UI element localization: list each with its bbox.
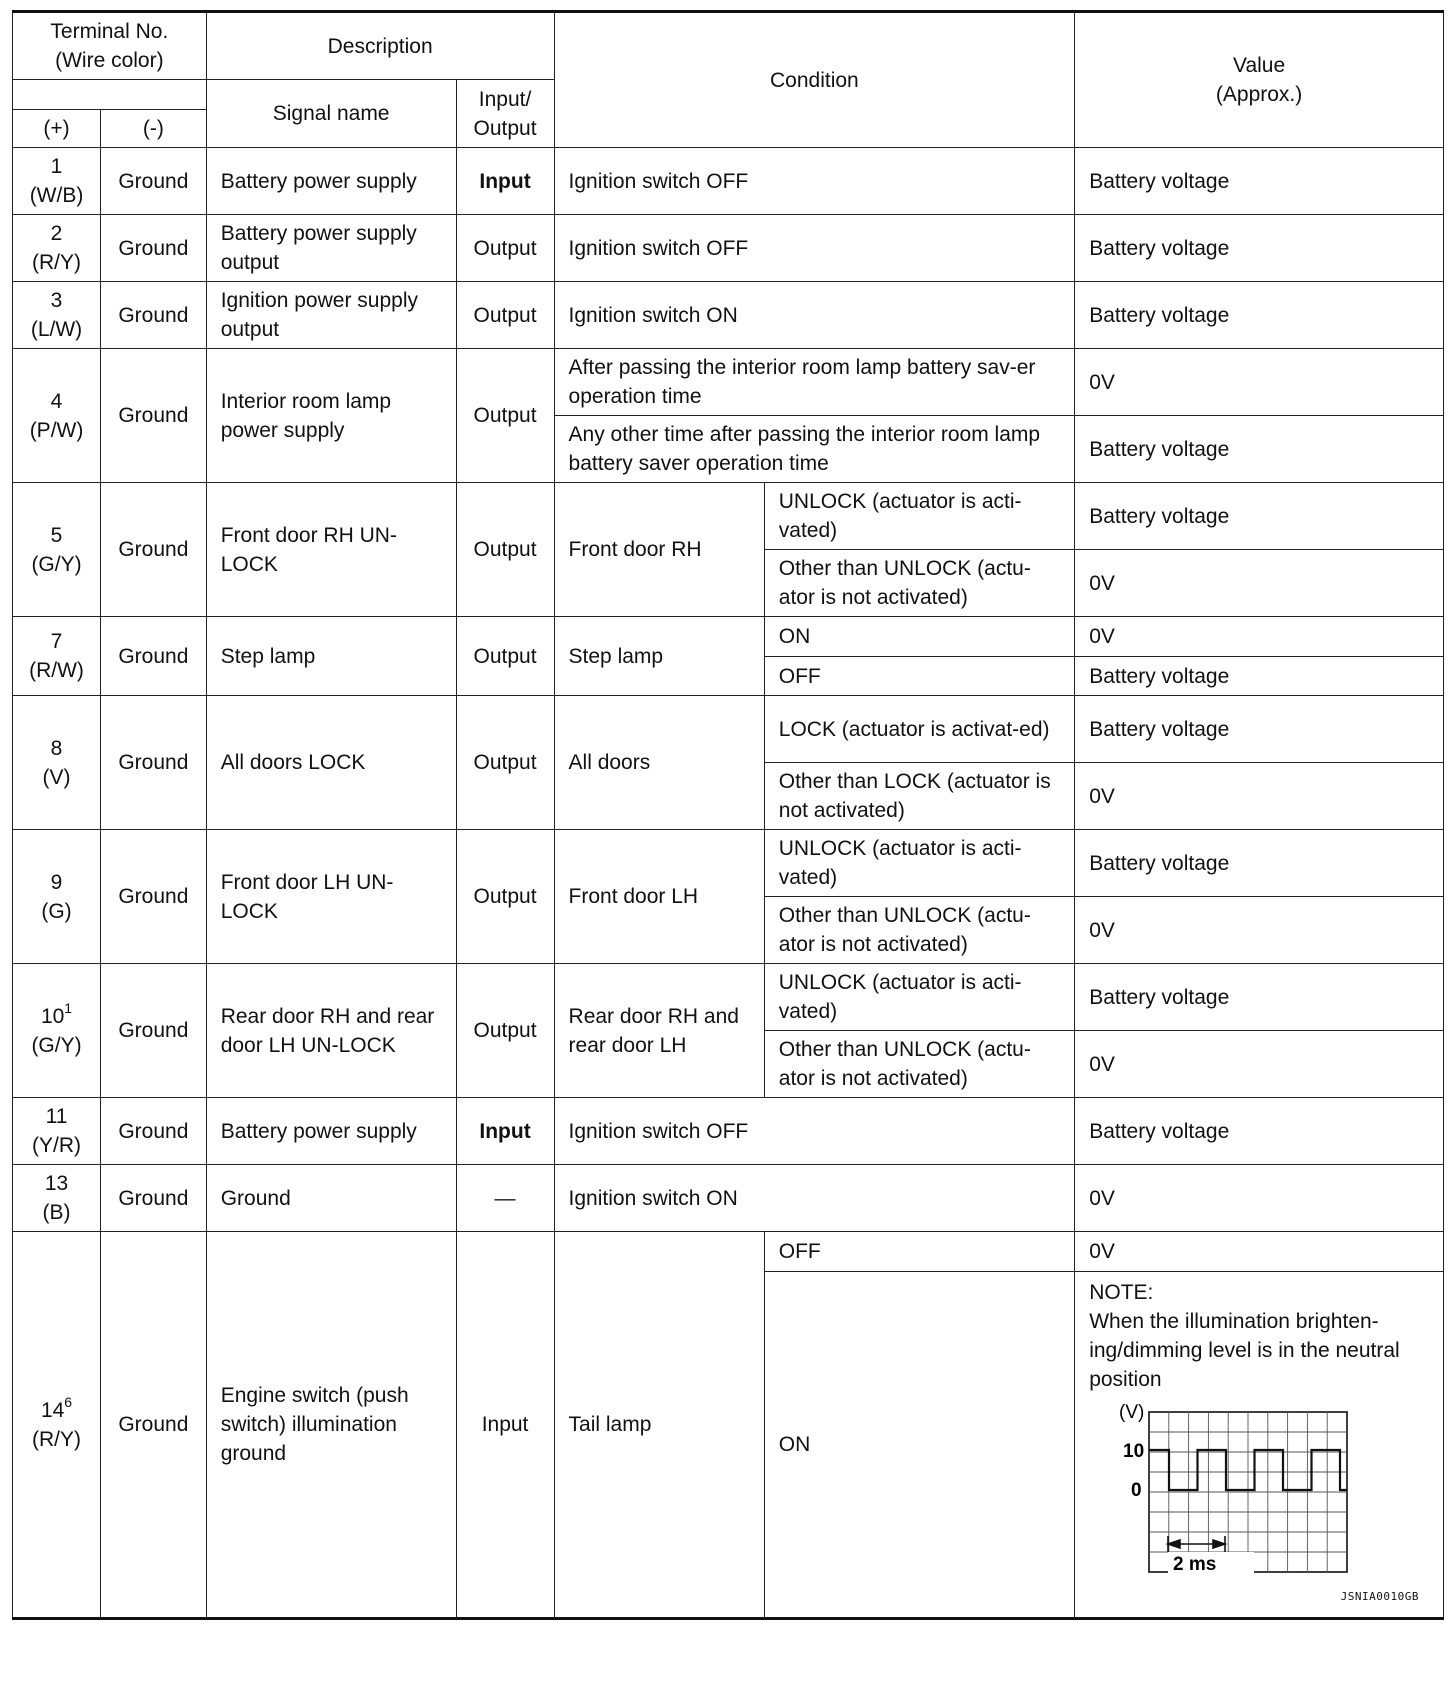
value-cell: 0V [1075, 1232, 1444, 1272]
period-arrow [1168, 1536, 1225, 1552]
terminal-cell: 3 (L/W) [13, 282, 101, 349]
signal-cell: Rear door RH and rear door LH UN-LOCK [206, 964, 456, 1098]
header-signal-name: Signal name [206, 80, 456, 148]
io-cell: Output [456, 215, 554, 282]
document [12, 10, 1444, 1620]
scope-unit-label: (V) [1119, 1402, 1145, 1423]
note-title: NOTE: [1089, 1281, 1154, 1304]
table-row [13, 1232, 1444, 1272]
value-cell: Battery voltage [1075, 148, 1444, 215]
io-cell: Output [456, 696, 554, 830]
value-cell: 0V [1075, 550, 1444, 617]
value-cell: 0V [1075, 763, 1444, 830]
sub-condition-cell: ON [764, 617, 1074, 657]
sub-condition-cell: Other than LOCK (actuator is not activated) [764, 763, 1074, 830]
header-value: Value (Approx.) [1075, 12, 1444, 148]
table-row [13, 964, 1444, 1031]
io-cell: Output [456, 282, 554, 349]
value-cell: 0V [1075, 1165, 1444, 1232]
value-cell: Battery voltage [1075, 830, 1444, 897]
condition-cell: Rear door RH and rear door LH [554, 964, 764, 1098]
condition-cell: Ignition switch OFF [554, 148, 1075, 215]
sub-condition-cell: Other than UNLOCK (actu-ator is not activated) [764, 1031, 1074, 1098]
condition-cell: Front door LH [554, 830, 764, 964]
sub-condition-cell: ON [764, 1272, 1074, 1619]
footnote-marker: 1 [64, 999, 73, 1016]
value-cell: Battery voltage [1075, 416, 1444, 483]
table-row [13, 483, 1444, 550]
signal-cell: All doors LOCK [206, 696, 456, 830]
sub-condition-cell: Other than UNLOCK (actu-ator is not activated) [764, 897, 1074, 964]
value-cell: Battery voltage [1075, 282, 1444, 349]
header-plus: (+) [13, 110, 101, 148]
header-terminal: Terminal No. (Wire color) [13, 12, 207, 80]
minus-cell: Ground [101, 1165, 207, 1232]
minus-cell: Ground [101, 830, 207, 964]
io-cell: Input [456, 148, 554, 215]
condition-cell: Ignition switch OFF [554, 1098, 1075, 1165]
note-text: When the illumination brighten-ing/dimming level is in the neutral position [1089, 1310, 1400, 1391]
condition-cell: Ignition switch ON [554, 1165, 1075, 1232]
minus-cell: Ground [101, 964, 207, 1098]
value-cell: Battery voltage [1075, 483, 1444, 550]
terminal-cell: $14^6$ (R/Y) [13, 1232, 101, 1619]
condition-cell: Ignition switch ON [554, 282, 1075, 349]
condition-cell: Front door RH [554, 483, 764, 617]
io-cell: Input [456, 1232, 554, 1619]
value-cell: Battery voltage [1075, 696, 1444, 763]
condition-cell: Any other time after passing the interior room lamp battery saver operation time [554, 416, 1075, 483]
scope-period-label: 2 ms [1173, 1554, 1217, 1575]
value-cell: Battery voltage [1075, 657, 1444, 696]
scope-y-high-label: 10 [1123, 1441, 1145, 1462]
condition-cell: Ignition switch OFF [554, 215, 1075, 282]
header-terminal-spacer [13, 80, 207, 110]
table-row [13, 282, 1444, 349]
io-cell: Input [456, 1098, 554, 1165]
oscilloscope-waveform [1089, 1402, 1399, 1580]
header-minus: (-) [101, 110, 207, 148]
condition-cell: Tail lamp [554, 1232, 764, 1619]
io-cell: Output [456, 349, 554, 483]
minus-cell: Ground [101, 696, 207, 830]
terminal-cell: 13 (B) [13, 1165, 101, 1232]
table-row [13, 215, 1444, 282]
minus-cell: Ground [101, 349, 207, 483]
value-cell: 0V [1075, 1031, 1444, 1098]
footnote-marker: 6 [64, 1393, 73, 1410]
header-description: Description [206, 12, 554, 80]
signal-cell: Interior room lamp power supply [206, 349, 456, 483]
terminal-table [12, 10, 1444, 1620]
minus-cell: Ground [101, 1232, 207, 1619]
table-row [13, 148, 1444, 215]
minus-cell: Ground [101, 617, 207, 696]
header-condition: Condition [554, 12, 1075, 148]
minus-cell: Ground [101, 148, 207, 215]
signal-cell: Front door RH UN-LOCK [206, 483, 456, 617]
value-cell: Battery voltage [1075, 215, 1444, 282]
signal-cell: Ignition power supply output [206, 282, 456, 349]
terminal-cell: 11 (Y/R) [13, 1098, 101, 1165]
table-row [13, 617, 1444, 657]
io-cell: — [456, 1165, 554, 1232]
minus-cell: Ground [101, 1098, 207, 1165]
terminal-cell: 5 (G/Y) [13, 483, 101, 617]
value-cell: 0V [1075, 897, 1444, 964]
sub-condition-cell: OFF [764, 657, 1074, 696]
signal-cell: Engine switch (push switch) illumination ground [206, 1232, 456, 1619]
value-cell: Battery voltage [1075, 964, 1444, 1031]
signal-cell: Front door LH UN-LOCK [206, 830, 456, 964]
sub-condition-cell: UNLOCK (actuator is acti-vated) [764, 483, 1074, 550]
table-row [13, 696, 1444, 763]
terminal-cell: 1 (W/B) [13, 148, 101, 215]
minus-cell: Ground [101, 282, 207, 349]
table-row [13, 830, 1444, 897]
signal-cell: Battery power supply [206, 148, 456, 215]
sub-condition-cell: Other than UNLOCK (actu-ator is not activated) [764, 550, 1074, 617]
image-id: JSNIA0010GB [1340, 1590, 1419, 1603]
sub-condition-cell: LOCK (actuator is activat-ed) [764, 696, 1074, 763]
sub-condition-cell: UNLOCK (actuator is acti-vated) [764, 830, 1074, 897]
terminal-cell: 7 (R/W) [13, 617, 101, 696]
terminal-cell: 8 (V) [13, 696, 101, 830]
table-row [13, 1098, 1444, 1165]
terminal-cell: 4 (P/W) [13, 349, 101, 483]
table-row [13, 1165, 1444, 1232]
signal-cell: Battery power supply [206, 1098, 456, 1165]
io-cell: Output [456, 483, 554, 617]
condition-cell: Step lamp [554, 617, 764, 696]
table-row [13, 349, 1444, 416]
minus-cell: Ground [101, 215, 207, 282]
value-cell: Battery voltage [1075, 1098, 1444, 1165]
signal-cell: Ground [206, 1165, 456, 1232]
io-cell: Output [456, 617, 554, 696]
terminal-cell: $10^1$ (G/Y) [13, 964, 101, 1098]
signal-cell: Step lamp [206, 617, 456, 696]
terminal-cell: 9 (G) [13, 830, 101, 964]
header-io: Input/ Output [456, 80, 554, 148]
value-cell: 0V [1075, 617, 1444, 657]
minus-cell: Ground [101, 483, 207, 617]
io-cell: Output [456, 830, 554, 964]
sub-condition-cell: UNLOCK (actuator is acti-vated) [764, 964, 1074, 1031]
condition-cell: After passing the interior room lamp battery sav-er operation time [554, 349, 1075, 416]
signal-cell: Battery power supply output [206, 215, 456, 282]
io-cell: Output [456, 964, 554, 1098]
note-cell [1075, 1272, 1444, 1619]
terminal-cell: 2 (R/Y) [13, 215, 101, 282]
condition-cell: All doors [554, 696, 764, 830]
scope-y-low-label: 0 [1131, 1480, 1142, 1501]
sub-condition-cell: OFF [764, 1232, 1074, 1272]
value-cell: 0V [1075, 349, 1444, 416]
